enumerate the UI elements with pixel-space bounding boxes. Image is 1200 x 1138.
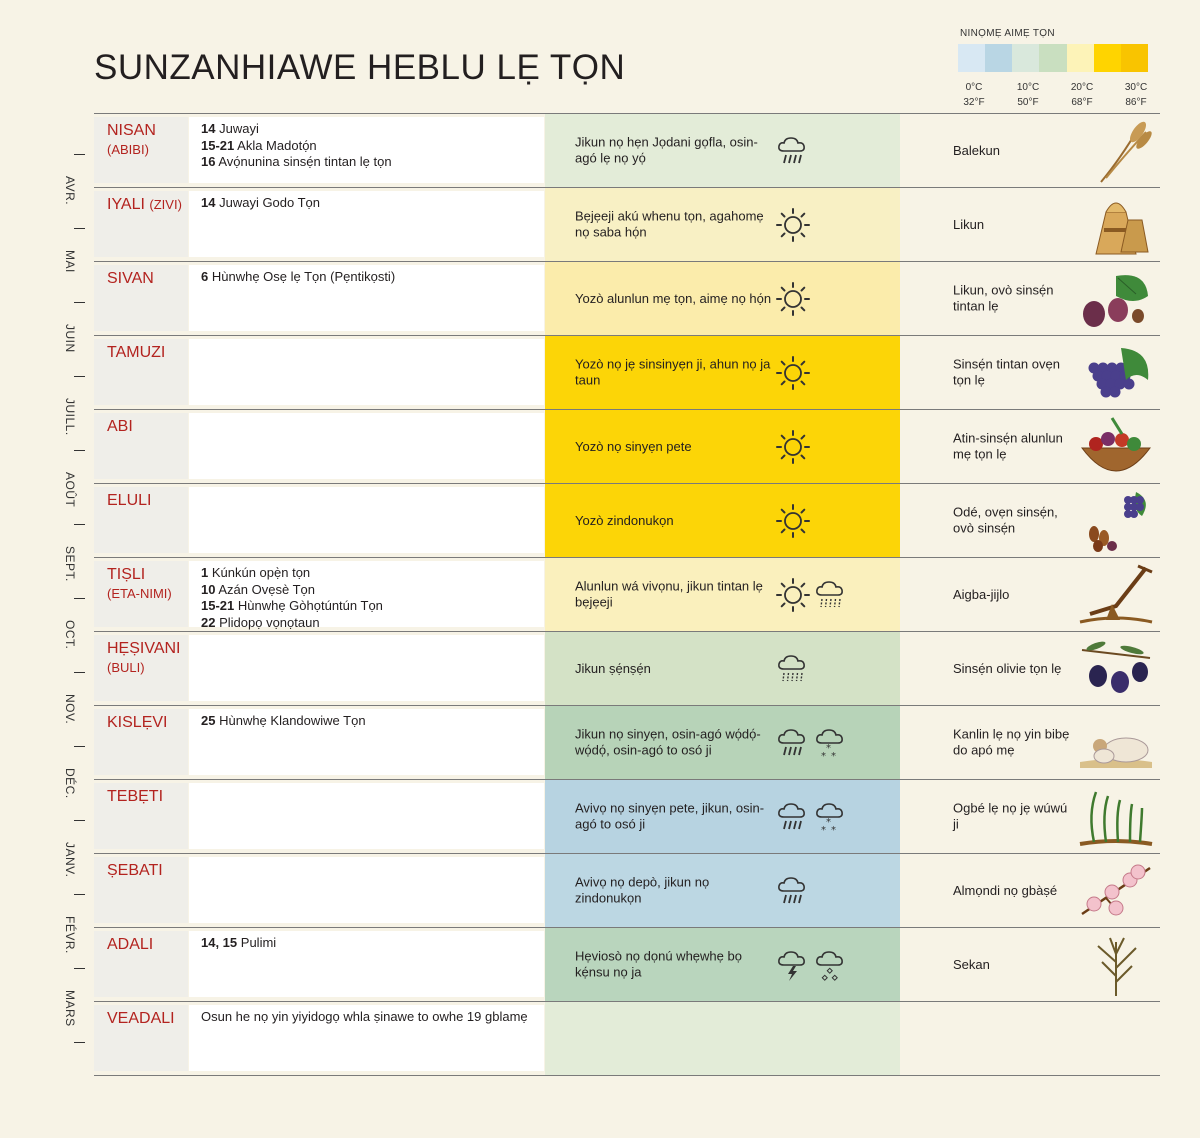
hebrew-month-name: NISAN [107,122,156,139]
month-row [94,409,1160,483]
side-month-label: AOÛT [63,472,77,508]
events-cell [189,1005,544,1071]
hebrew-month-cell [94,931,188,997]
legend-title: NINỌMẸ AIMẸ TỌN [960,28,1055,39]
event-date: 14, 15 [201,935,238,950]
page-title: SUNZANHIAWE HEBLU LẸ TỌN [94,48,626,87]
event-date: 1 [201,565,209,580]
event-name: Avọ́nunina sinsẹ́n tintan lẹ tọn [218,154,392,169]
month-row [94,1001,1160,1076]
harvest-description: Aigba-jijlo [953,586,1010,602]
events-cell [189,783,544,849]
month-row [94,483,1160,557]
svg-text:*: * [826,742,831,754]
event-item [201,713,544,730]
sheep-icon [1076,710,1156,776]
legend-swatch [1039,44,1066,72]
weather-description: Yozò zindonukọn [575,512,674,528]
month-row [94,335,1160,409]
sun-weather-icon [775,207,811,243]
side-month-divider [74,154,85,155]
events-cell [189,339,544,405]
hebrew-month-cell [94,857,188,923]
event-item [201,935,544,952]
event-name: Pulimi [240,935,277,950]
event-item [201,565,544,582]
harvest-description: Sinsẹ́n olivie tọn lẹ [953,660,1062,676]
event-item [201,269,544,286]
weather-cell [545,780,900,853]
event-item [201,1009,544,1026]
month-row [94,261,1160,335]
side-month-label: OCT. [63,620,77,650]
hebrew-month-alt-name: (ABIBI) [107,142,149,157]
weather-cell [545,1002,900,1075]
legend-tick [1008,80,1048,110]
legend-swatch [985,44,1012,72]
weather-description: Alunlun wá vivọnu, jikun tintan lẹ bẹjẹeji [575,578,763,610]
events-cell [189,931,544,997]
hebrew-month-name: TIṢLI [107,566,146,583]
almond-blossom-icon [1076,858,1156,924]
side-month-label: DÉC. [63,768,77,799]
sun-weather-icon [775,503,811,539]
rain-light-weather-icon [813,577,849,613]
side-month-divider [74,672,85,673]
weather-description: Jikun nọ hẹn Jọdani gọfla, osin-agó lẹ nọ yọ́ [575,134,758,166]
event-item [201,582,544,599]
hebrew-month-cell [94,561,188,627]
hebrew-month-cell [94,635,188,701]
hebrew-month-name: TEBẸTI [107,788,164,805]
rain-weather-icon [775,799,811,835]
weather-cell [545,484,900,557]
side-month-label: JANV. [63,842,77,878]
legend-tick [1062,80,1102,110]
legend-tick [954,80,994,110]
plow-icon [1076,562,1156,628]
event-date: 15-21 [201,137,235,153]
hebrew-month-name: VEADALI [107,1010,175,1027]
harvest-description: Ogbé lẹ nọ jẹ wúwú ji [953,800,1068,832]
hebrew-month-alt-name: (ETA-NIMI) [107,586,172,601]
event-name: Azán Ovẹsè Tọn [218,581,315,597]
legend-tick-fahrenheit: 68°F [1071,97,1093,108]
event-date: 14 [201,121,216,136]
side-month-label: MAI [63,250,77,273]
month-row [94,113,1160,187]
weather-description: Bẹjẹeji akú whenu tọn, agahomẹ nọ saba họ́n [575,208,764,240]
event-date: 14 [201,195,216,210]
event-item [201,154,544,171]
weather-cell [545,262,900,335]
hebrew-month-name: ṢEBATI [107,862,163,879]
rain-light-weather-icon [775,651,811,687]
legend-tick-fahrenheit: 86°F [1125,97,1147,108]
events-cell [189,635,544,701]
event-name: Akla Madotọ́n [237,137,317,153]
snow-weather-icon [813,799,849,835]
event-name: Plidopọ vọnọtaun [219,614,320,630]
event-date: 25 [201,713,216,728]
hebrew-month-name: ABI [107,418,133,435]
legend-tick-celsius: 0°C [965,82,983,93]
weather-cell [545,854,900,927]
legend-swatch [1067,44,1094,72]
weather-cell [545,928,900,1001]
month-row [94,853,1160,927]
side-month-divider [74,598,85,599]
hebrew-month-cell [94,709,188,775]
svg-text:*: * [821,824,826,835]
olive-icon [1076,636,1156,702]
side-month-divider [74,302,85,303]
sun-weather-icon [775,355,811,391]
barley-icon [1076,118,1156,184]
weather-cell [545,188,900,261]
dates-grapes-icon [1076,488,1156,554]
side-month-divider [74,450,85,451]
hebrew-month-cell [94,783,188,849]
hebrew-month-cell [94,265,188,331]
hebrew-month-alt-name: (BULI) [107,660,145,675]
event-date: 10 [201,581,216,597]
side-month-divider [74,746,85,747]
legend-tick-fahrenheit: 50°F [1017,97,1039,108]
month-row [94,631,1160,705]
hebrew-month-cell [94,339,188,405]
events-cell [189,709,544,775]
event-item [201,598,544,615]
hebrew-month-cell [94,117,188,183]
fig-icon [1076,266,1156,332]
weather-cell [545,558,900,631]
event-item [201,195,544,212]
event-date: 15-21 [201,598,235,613]
weather-cell [545,632,900,705]
weather-description: Avivọ nọ sinyẹn pete, jikun, osin-agó to osó ji [575,800,765,832]
hebrew-month-cell [94,191,188,257]
harvest-description: Likun, ovò sinsẹ́n tintan lẹ [953,282,1054,314]
svg-text:*: * [826,816,831,828]
harvest-description: Almọndi nọ gbàṣé [953,882,1058,898]
weather-description: Avivọ nọ depò, jikun nọ zindonukọn [575,874,710,906]
event-name: Hùnwhẹ Gòhọtúntún Tọn [237,598,383,613]
hebrew-month-alt-name: (ZIVI) [149,197,182,212]
side-month-label: AVR. [63,176,77,206]
side-month-label: JUIN [63,324,77,353]
weather-cell [545,410,900,483]
events-cell [189,413,544,479]
legend-swatch [958,44,985,72]
gregorian-months-axis [62,140,92,1070]
month-row [94,927,1160,1001]
weather-description: Hẹviosò nọ dọnú whẹwhẹ bọ kẹ́nsu nọ ja [575,948,742,980]
side-month-label: NOV. [63,694,77,725]
legend-ticks [958,80,1148,114]
harvest-description: Balekun [953,142,1000,158]
weather-description: Yozò nọ sinyẹn pete [575,438,692,454]
event-date: 6 [201,269,209,284]
legend-tick-fahrenheit: 32°F [963,97,985,108]
event-date: 22 [201,614,216,630]
temperature-legend [958,28,1148,114]
rain-weather-icon [775,873,811,909]
weather-description: Jikun nọ sinyẹn, osin-agó wọ́dọ́-wọ́dọ́, osin-agó to osó ji [575,726,761,758]
harvest-description: Kanlin lẹ nọ yin bibẹ do apó mẹ [953,726,1070,758]
month-row [94,187,1160,261]
legend-tick-celsius: 10°C [1016,82,1040,93]
weather-description: Yozò alunlun mẹ tọn, aimẹ nọ họ́n [575,290,772,306]
events-cell [189,265,544,331]
legend-swatch [1012,44,1039,72]
harvest-description: Likun [953,216,985,232]
event-item [201,121,544,138]
hebrew-month-name: SIVAN [107,270,154,287]
weather-cell [545,706,900,779]
side-month-divider [74,1042,85,1043]
side-month-divider [74,894,85,895]
event-date: 16 [201,154,216,169]
events-cell [189,487,544,553]
flax-icon [1076,932,1156,998]
event-name: Juwayi [219,121,259,136]
weather-description: Jikun ṣẹ́nṣẹ́n [575,660,651,676]
events-cell [189,117,544,183]
storm-weather-icon [775,947,811,983]
svg-text:*: * [831,750,836,761]
harvest-description: Atin-sinsẹ́n alunlun mẹ tọn lẹ [953,430,1063,462]
event-name: Juwayi Godo Tọn [219,195,321,210]
side-month-divider [74,968,85,969]
grapes-icon [1076,340,1156,406]
month-row [94,705,1160,779]
hebrew-month-name: HẸṢIVANI [107,640,181,657]
hebrew-month-cell [94,1005,188,1071]
sun-weather-icon [775,577,811,613]
event-name: Osun he nọ yin yiyidogọ whla ṣinawe to owhe 19 gblamẹ [201,1009,528,1024]
sun-weather-icon [775,281,811,317]
events-cell [189,191,544,257]
event-item [201,138,544,155]
month-row [94,557,1160,631]
hebrew-month-name: ADALI [107,936,154,953]
wheat-sheaf-icon [1076,192,1156,258]
snow-weather-icon [813,725,849,761]
legend-tick [1116,80,1156,110]
side-month-divider [74,524,85,525]
fruit-basket-icon [1076,414,1156,480]
sun-weather-icon [775,429,811,465]
side-month-divider [74,376,85,377]
legend-swatch [1094,44,1121,72]
side-month-divider [74,820,85,821]
side-month-label: JUILL. [63,398,77,436]
hebrew-month-cell [94,487,188,553]
hebrew-month-name: KISLẸVI [107,714,168,731]
hail-weather-icon [813,947,849,983]
hebrew-month-name: IYALI [107,196,145,213]
harvest-description: Odé, ovẹn sinsẹ́n, ovò sinsẹ́n [953,504,1058,536]
legend-tick-celsius: 20°C [1070,82,1094,93]
hebrew-month-name: ELULI [107,492,152,509]
weather-cell [545,114,900,187]
weather-description: Yozò nọ jẹ sinsinyẹn ji, ahun nọ ja taun [575,356,771,388]
side-month-label: MARS [63,990,77,1027]
calendar-table [94,113,1160,1076]
side-month-label: FÉVR. [63,916,77,954]
event-name: Hùnwhẹ Klandowiwe Tọn [219,713,366,728]
legend-swatch [1121,44,1148,72]
event-name: Hùnwhẹ Osẹ lẹ Tọn (Pẹntikọsti) [211,269,396,284]
events-cell [189,561,544,630]
svg-text:*: * [821,750,826,761]
hebrew-month-name: TAMUZI [107,344,166,361]
legend-tick-celsius: 30°C [1124,82,1148,93]
side-month-label: SEPT. [63,546,77,582]
harvest-description: Sinsẹ́n tintan ovẹn tọn lẹ [953,356,1060,388]
weather-cell [545,336,900,409]
events-cell [189,857,544,923]
hebrew-month-cell [94,413,188,479]
svg-text:*: * [831,824,836,835]
harvest-description: Sekan [953,956,990,972]
event-item [201,615,544,632]
rain-weather-icon [775,725,811,761]
rain-weather-icon [775,133,811,169]
side-month-divider [74,228,85,229]
event-name: Kúnkún opẹ̀n tọn [211,565,311,580]
legend-color-scale [958,44,1148,72]
sprouts-icon [1076,784,1156,850]
month-row [94,779,1160,853]
